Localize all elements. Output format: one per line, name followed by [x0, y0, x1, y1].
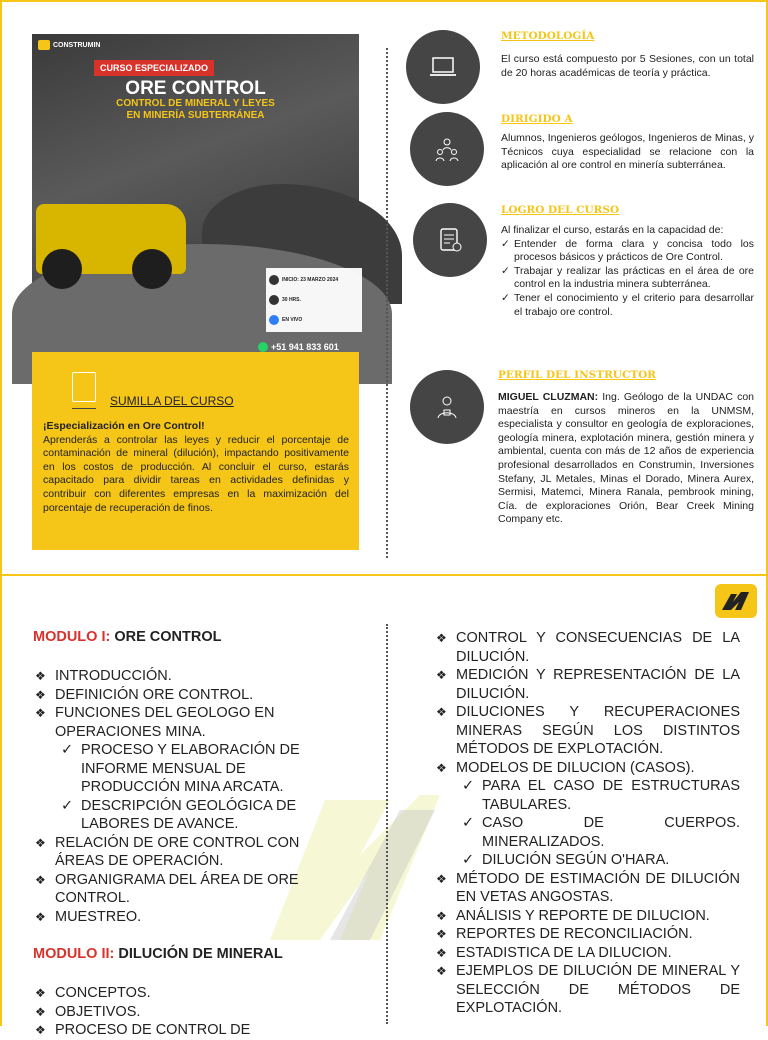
course-subtitle: CONTROL DE MINERAL Y LEYES EN MINERÍA SUBTERRÁNEA [116, 98, 275, 121]
certificate-icon-circle [413, 203, 487, 277]
dirigido-heading: DIRIGIDO A [501, 113, 573, 125]
instructor-icon-circle [410, 370, 484, 444]
topic-item: ❖ REPORTES DE RECONCILIACIÓN. [436, 925, 740, 944]
logro-text: Al finalizar el curso, estarás en la capacidad de: ✓ Entender de forma clara y concisa todo los procesos básicos y prácticos de Ore Control. ✓ Trabajar y realizar las prácticas en el área de ore control en la industria minera subterránea. ✓ Tener el conocimiento y el criterio para desarrollar el trabajo ore control. [501, 224, 754, 319]
construmin-logo [715, 584, 757, 618]
module-right-list [436, 629, 740, 1018]
video-icon [269, 315, 279, 325]
topic-item: ❖ EJEMPLOS DE DILUCIÓN DE MINERAL Y SELECCIÓN DE MÉTODOS DE EXPLOTACIÓN. [436, 962, 740, 1018]
column-divider [386, 624, 388, 1024]
sub-topic-item: ✓ DILUCIÓN SEGÚN O'HARA. [436, 851, 740, 870]
topic-item: ❖ ANÁLISIS Y REPORTE DE DILUCION. [436, 907, 740, 926]
sub-topic-item: ✓ DESCRIPCIÓN GEOLÓGICA DE LABORES DE AVANCE. [35, 797, 340, 834]
topic-item: ❖ MODELOS DE DILUCION (CASOS). [436, 759, 740, 778]
topic-item: ❖ MÉTODO DE ESTIMACIÓN DE DILUCIÓN EN VETAS ANGOSTAS. [436, 870, 740, 907]
sub-topic-item: ✓ PROCESO Y ELABORACIÓN DE INFORME MENSUAL DE PRODUCCIÓN MINA ARCATA. [35, 741, 340, 797]
logro-heading: LOGRO DEL CURSO [501, 204, 620, 216]
topic-item: ❖ OBJETIVOS. [35, 1003, 340, 1022]
clock-icon [269, 295, 279, 305]
module-2-list [35, 984, 340, 1040]
module-1-heading: MODULO I: ORE CONTROL [33, 629, 222, 645]
topic-item: ❖ RELACIÓN DE ORE CONTROL CON ÁREAS DE OPERACIÓN. [35, 834, 340, 871]
sub-topic-item: ✓ CASO DE CUERPOS. MINERALIZADOS. [436, 814, 740, 851]
course-cover [32, 34, 359, 352]
module-2-heading: MODULO II: DILUCIÓN DE MINERAL [33, 946, 283, 962]
certificate-icon [434, 224, 466, 256]
topic-item: ❖ CONCEPTOS. [35, 984, 340, 1003]
summary-text: ¡Especialización en Ore Control! Aprenderás a controlar las leyes y reducir el porcentaje de contaminación de mineral (dilución), impactando positivamente en los costos de producción. Al concluir el curso, estarás capacitado para dividir tareas en actividades definidas y contribuir con diferentes empresas en la maximización del porcentaje de recuperación de finos. [43, 420, 349, 514]
people-icon-circle [410, 112, 484, 186]
topic-item: ❖ CONTROL Y CONSECUENCIAS DE LA DILUCIÓN. [436, 629, 740, 666]
topic-item: ❖ ORGANIGRAMA DEL ÁREA DE ORE CONTROL. [35, 871, 340, 908]
topic-item: ❖ PROCESO DE CONTROL DE [35, 1021, 340, 1040]
document-icon [72, 372, 96, 402]
logro-item: ✓ Entender de forma clara y concisa todo los procesos básicos y prácticos de Ore Control. [501, 238, 754, 265]
laptop-icon [427, 51, 459, 83]
column-divider [386, 48, 388, 558]
topic-item: ❖ MEDICIÓN Y REPRESENTACIÓN DE LA DILUCIÓN. [436, 666, 740, 703]
metodologia-heading: METODOLOGÍA [501, 30, 595, 42]
topic-item: ❖ DEFINICIÓN ORE CONTROL. [35, 686, 340, 705]
whatsapp-icon [258, 342, 268, 352]
logro-item: ✓ Tener el conocimiento y el criterio para desarrollar el trabajo ore control. [501, 292, 754, 319]
loader-wheel [132, 249, 172, 289]
instructor-icon [431, 391, 463, 423]
whatsapp-contact[interactable]: +51 941 833 601 [258, 342, 339, 352]
topic-item: ❖ ESTADISTICA DE LA DILUCION. [436, 944, 740, 963]
brochure-page-2 [0, 574, 768, 1038]
perfil-text: MIGUEL CLUZMAN: Ing. Geólogo de la UNDAC con maestría en cursos mineros en la UNMSM, especialista y consultor en geología de exploraciones, geología minera, explotación minera, gestión minera y ambiental, cuenta con más de 12 años de experiencia profesional desarrollados en Construmin, Inversiones Stefany, JL Metales, Minas el Dorado, Minera Aurex, Sermisi, Matemci, Minera Ranala, pembrook mining, Cía. de exploraciones Orión, Bear Creek Mining Company etc. [498, 391, 754, 526]
topic-item: ❖ DILUCIONES Y RECUPERACIONES MINERAS SEGÚN LOS DISTINTOS MÉTODOS DE EXPLOTACIÓN. [436, 703, 740, 759]
topic-item: ❖ INTRODUCCIÓN. [35, 667, 340, 686]
course-tag: CURSO ESPECIALIZADO [94, 60, 214, 76]
perfil-heading: PERFIL DEL INSTRUCTOR [498, 369, 657, 381]
loader-wheel [42, 249, 82, 289]
logro-list [501, 238, 754, 320]
topic-item: ❖ FUNCIONES DEL GEOLOGO EN OPERACIONES MINA. [35, 704, 340, 741]
dirigido-text: Alumnos, Ingenieros geólogos, Ingenieros de Minas, y Técnicos cuya especialidad se relacione con la aplicación al ore control en minería subterránea. [501, 132, 754, 172]
people-icon [431, 133, 463, 165]
module-1-list [35, 667, 340, 926]
sub-topic-item: ✓ PARA EL CASO DE ESTRUCTURAS TABULARES. [436, 777, 740, 814]
summary-heading: SUMILLA DEL CURSO [110, 394, 234, 408]
metodologia-text: El curso está compuesto por 5 Sesiones, con un total de 20 horas académicas de teoría y práctica. [501, 53, 754, 79]
logro-item: ✓ Trabajar y realizar las prácticas en el área de ore control en la industria minera subterránea. [501, 265, 754, 292]
course-title: ORE CONTROL [125, 78, 266, 99]
calendar-icon [269, 275, 279, 285]
laptop-icon-circle [406, 30, 480, 104]
topic-item: ❖ MUESTREO. [35, 908, 340, 927]
summary-box [32, 352, 359, 550]
course-info-box: INICIO: 23 MARZO 2024 30 HRS. EN VIVO [266, 268, 362, 332]
construmin-logo: CONSTRUMIN [38, 38, 100, 52]
